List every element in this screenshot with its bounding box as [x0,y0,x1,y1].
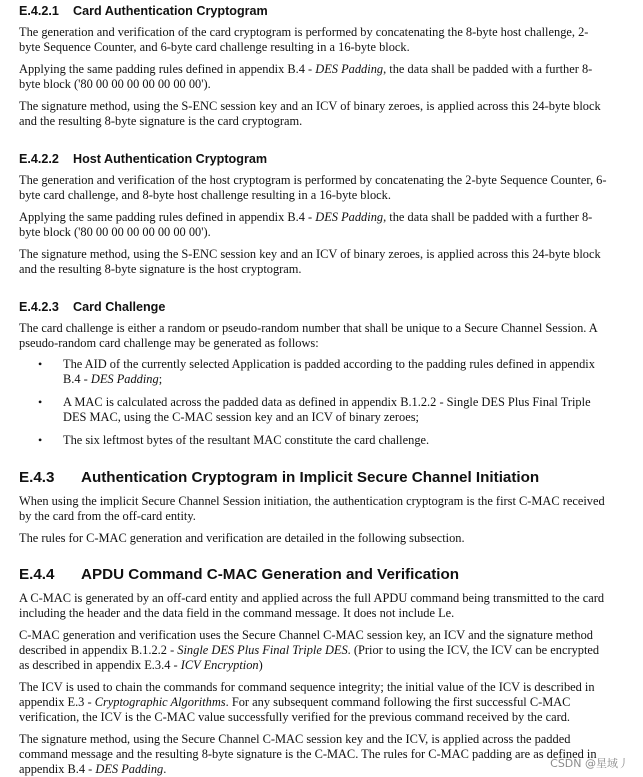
paragraph: The signature method, using the S-ENC session key and an ICV of binary zeroes, is applied across this 24-byte block and the resulting 8-byte signature is the host cryptogram. [19,247,601,276]
text-run: ) [258,658,263,672]
paragraph [19,680,609,725]
section-title: Host Authentication Cryptogram [73,152,268,166]
reference-title: ICV Encryption [180,658,259,672]
bullet-icon: • [38,433,43,447]
text-run: The signature method, using the Secure Channel C-MAC session key and the ICV, is applied across the padded command message and the resulting 8-byte signature is the C-MAC. The rules for C-MAC padding are as defined in appendix B.4 - [19,732,597,776]
paragraph [19,628,609,673]
paragraph: A C-MAC is generated by an off-card entity and applied across the full APDU command being transmitted to the card including the header and the data field in the command message. It does not include Le. [19,591,605,620]
text-run: ; [158,372,163,386]
section-number: E.4.2.2 [19,152,59,166]
reference-title: DES Padding [315,62,384,76]
text-run: C-MAC generation and verification uses the Secure Channel C-MAC session key, an ICV and the signature method described in appendix B.1.2.2 - [19,628,593,657]
document-page [19,0,609,777]
paragraph [19,732,609,777]
paragraph: The signature method, using the S-ENC session key and an ICV of binary zeroes, is applied across this 24-byte block and the resulting 8-byte signature is the card cryptogram. [19,99,601,128]
section-heading-e423 [19,299,609,315]
section-number: E.4.3 [19,469,55,486]
text-run: , the data shall be padded with a further 8-byte block ('80 00 00 00 00 00 00 00'). [19,62,593,91]
text-run: . For any subsequent command following the first successful C-MAC verification, the ICV is the C-MAC value successfully verified for the previous command received by the card. [19,695,571,724]
paragraph: The generation and verification of the host cryptogram is performed by concatenating the 2-byte Sequence Counter, 6-byte card challenge, and 8-byte host challenge resulting in a 16-byte block. [19,173,607,202]
paragraph: The card challenge is either a random or pseudo-random number that shall be unique to a Secure Channel Session. A pseudo-random card challenge may be generated as follows: [19,321,598,350]
section-number: E.4.4 [19,566,55,583]
section-heading-e422 [19,151,609,167]
paragraph: The rules for C-MAC generation and verification are detailed in the following subsection. [19,531,465,545]
reference-title: Cryptographic Algorithms [94,695,226,709]
section-heading-e421 [19,3,609,19]
list-item [19,395,609,425]
reference-title: Single DES Plus Final Triple DES [177,643,348,657]
list-item [19,357,609,387]
text-run: , the data shall be padded with a further 8-byte block ('80 00 00 00 00 00 00 00'). [19,210,593,239]
reference-title: DES Padding [95,762,164,776]
section-title: Card Authentication Cryptogram [73,4,268,18]
text-run: The ICV is used to chain the commands for command sequence integrity; the initial value of the ICV is described in appendix E.3 - [19,680,595,709]
paragraph: When using the implicit Secure Channel Session initiation, the authentication cryptogram is the first C-MAC received by the card from the off-card entity. [19,494,605,523]
text-run: . (Prior to using the ICV, the ICV can be encrypted as described in appendix E.3.4 - [19,643,600,672]
watermark: CSDN @星域丿 [550,757,629,770]
section-title: Authentication Cryptogram in Implicit Secure Channel Initiation [81,469,540,486]
bullet-icon: • [38,395,43,409]
section-title: Card Challenge [73,300,166,314]
list-item [19,433,609,448]
bullet-list [19,357,609,448]
reference-title: DES Padding [90,372,159,386]
text-run: Applying the same padding rules defined in appendix B.4 - [19,62,316,76]
text-run: . [163,762,167,776]
text-run: Applying the same padding rules defined in appendix B.4 - [19,210,316,224]
section-number: E.4.2.1 [19,4,59,18]
section-number: E.4.2.3 [19,300,59,314]
paragraph: The generation and verification of the card cryptogram is performed by concatenating the 8-byte host challenge, 2-byte Sequence Counter, and 6-byte card challenge resulting in a 16-byte block. [19,25,589,54]
bullet-icon: • [38,357,43,371]
section-title: APDU Command C-MAC Generation and Verification [81,566,460,583]
reference-title: DES Padding [315,210,384,224]
text-run: The six leftmost bytes of the resultant MAC constitute the card challenge. [63,433,430,447]
text-run: A MAC is calculated across the padded data as defined in appendix B.1.2.2 - Single DES Plus Final Triple DES MAC, using the C-MAC session key and an ICV of binary zeroes; [63,395,591,424]
section-heading-e44 [19,565,609,584]
section-heading-e43 [19,468,609,487]
paragraph [19,210,609,240]
paragraph [19,62,609,92]
text-run: The AID of the currently selected Application is padded according to the padding rules defined in appendix B.4 - [63,357,595,386]
